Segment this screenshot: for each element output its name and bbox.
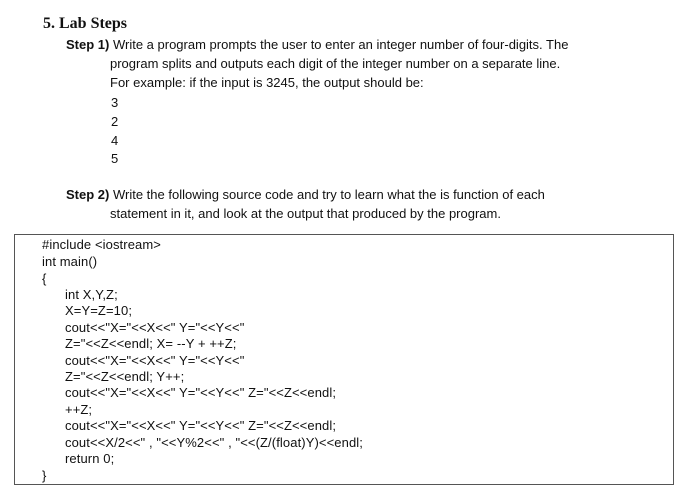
step1-line1 bbox=[66, 36, 568, 54]
step2-line1 bbox=[66, 186, 545, 204]
code-line: Z="<<Z<<endl; Y++; bbox=[65, 369, 185, 384]
step2-line2: statement in it, and look at the output that produced by the program. bbox=[110, 206, 501, 221]
code-line: #include <iostream> bbox=[42, 237, 161, 252]
step2-label: Step 2) bbox=[66, 187, 110, 202]
code-line: Z="<<Z<<endl; X= --Y + ++Z; bbox=[65, 336, 237, 351]
code-line: int main() bbox=[42, 254, 98, 269]
example-digit: 2 bbox=[111, 114, 119, 129]
code-line: } bbox=[42, 468, 47, 483]
section-heading: 5. Lab Steps bbox=[43, 15, 128, 32]
step1-line2: program splits and outputs each digit of the integer number on a separate line. bbox=[110, 56, 561, 71]
code-line: int X,Y,Z; bbox=[65, 287, 118, 302]
code-line: cout<<"X="<<X<<" Y="<<Y<<" Z="<<Z<<endl; bbox=[65, 385, 337, 400]
step1-text-1: Write a program prompts the user to enter an integer number of four-digits. The bbox=[112, 37, 569, 52]
code-line: { bbox=[42, 271, 47, 286]
step2-text-1: Write the following source code and try to learn what the is function of each bbox=[112, 187, 545, 202]
code-line: cout<<"X="<<X<<" Y="<<Y<<" bbox=[65, 353, 245, 368]
code-line: X=Y=Z=10; bbox=[65, 303, 133, 318]
example-digit: 3 bbox=[111, 95, 119, 110]
step1-label: Step 1) bbox=[66, 37, 110, 52]
example-digit: 4 bbox=[111, 133, 119, 148]
code-line: cout<<X/2<<" , "<<Y%2<<" , "<<(Z/(float)Y)<<endl; bbox=[65, 435, 363, 450]
code-line: return 0; bbox=[65, 451, 115, 466]
code-line: cout<<"X="<<X<<" Y="<<Y<<" Z="<<Z<<endl; bbox=[65, 418, 337, 433]
code-line: ++Z; bbox=[65, 402, 93, 417]
step1-line3: For example: if the input is 3245, the output should be: bbox=[110, 75, 424, 90]
code-line: cout<<"X="<<X<<" Y="<<Y<<" bbox=[65, 320, 245, 335]
example-digit: 5 bbox=[111, 151, 119, 166]
